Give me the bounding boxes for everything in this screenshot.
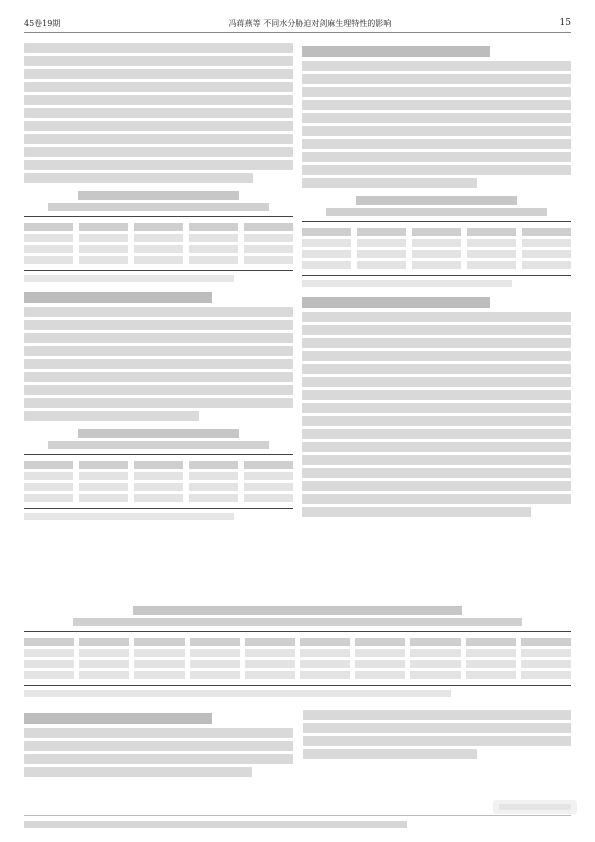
table-caption-en [326, 208, 547, 216]
table-cell [189, 494, 238, 502]
table-cell [24, 671, 74, 679]
table-cell [467, 228, 516, 236]
table-caption [78, 191, 239, 200]
table-cell [79, 234, 128, 242]
text-line [302, 178, 477, 188]
table-cell [466, 671, 516, 679]
table-cell [79, 461, 128, 469]
text-line [24, 411, 199, 421]
table-header-row [302, 228, 571, 236]
watermark-logo [493, 798, 577, 816]
table-cell [244, 461, 293, 469]
text-line [302, 377, 571, 387]
table-cell [79, 223, 128, 231]
table-note [24, 275, 234, 282]
text-line [24, 43, 293, 53]
table-cell [355, 638, 405, 646]
table-row [24, 660, 571, 668]
text-line [24, 333, 293, 343]
table-cell [522, 228, 571, 236]
table-cell [24, 472, 73, 480]
table-cell [244, 494, 293, 502]
table-row [24, 671, 571, 679]
text-line [302, 61, 571, 71]
text-line [24, 69, 293, 79]
table-header-row [24, 638, 571, 646]
table-cell [134, 671, 184, 679]
data-table [24, 216, 293, 271]
table-cell [357, 250, 406, 258]
table-cell [24, 638, 74, 646]
text-line [302, 403, 571, 413]
table-cell [244, 483, 293, 491]
table-cell [24, 256, 73, 264]
text-line [302, 338, 571, 348]
table-cell [300, 671, 350, 679]
table-caption [133, 606, 461, 615]
table-cell [79, 660, 129, 668]
table-cell [357, 261, 406, 269]
table-cell [302, 239, 351, 247]
table-cell [245, 649, 295, 657]
text-line [24, 147, 293, 157]
section-heading [302, 46, 490, 57]
data-table [24, 454, 293, 509]
text-line [303, 749, 478, 759]
text-line [24, 173, 253, 183]
table-cell [24, 223, 73, 231]
table-note [24, 690, 451, 697]
table-row [24, 494, 293, 502]
table-row [24, 472, 293, 480]
table-header-row [24, 223, 293, 231]
table-cell [302, 261, 351, 269]
table-cell [521, 638, 571, 646]
text-line [24, 95, 293, 105]
table-cell [300, 660, 350, 668]
table-block [24, 429, 293, 520]
table-cell [300, 638, 350, 646]
table-cell [134, 660, 184, 668]
table-cell [300, 649, 350, 657]
table-cell [355, 660, 405, 668]
text-line [302, 416, 571, 426]
page-number: 15 [559, 18, 571, 28]
text-line [302, 126, 571, 136]
text-line [302, 364, 571, 374]
table-cell [355, 671, 405, 679]
table-row [24, 245, 293, 253]
text-line [24, 767, 252, 777]
text-line [24, 134, 293, 144]
text-line [302, 390, 571, 400]
table-cell [467, 261, 516, 269]
left-text [24, 707, 293, 780]
text-line [302, 494, 571, 504]
table-cell [412, 239, 461, 247]
table-cell [134, 494, 183, 502]
table-cell [79, 245, 128, 253]
table-cell [355, 649, 405, 657]
text-line [24, 398, 293, 408]
table-cell [410, 649, 460, 657]
table-cell [79, 649, 129, 657]
text-line [24, 372, 293, 382]
table-cell [466, 649, 516, 657]
table-cell [466, 660, 516, 668]
table-cell [134, 638, 184, 646]
table-cell [244, 472, 293, 480]
table-row [302, 261, 571, 269]
table-header-row [24, 461, 293, 469]
table-cell [134, 649, 184, 657]
table-cell [521, 671, 571, 679]
table-cell [134, 245, 183, 253]
table-cell [190, 638, 240, 646]
watermark-bar [499, 804, 571, 810]
text-line [303, 723, 572, 733]
table-cell [24, 234, 73, 242]
header-title: 冯蒋燕等 不同水分胁迫对剑麻生理特性的影响 [228, 18, 392, 28]
text-line [303, 736, 572, 746]
table-cell [357, 239, 406, 247]
text-line [302, 87, 571, 97]
text-line [303, 710, 572, 720]
table-row [302, 250, 571, 258]
table-cell [189, 245, 238, 253]
text-line [24, 385, 293, 395]
text-line [24, 56, 293, 66]
table-cell [522, 239, 571, 247]
text-line [302, 325, 571, 335]
table-cell [134, 223, 183, 231]
table-cell [189, 472, 238, 480]
table-caption [78, 429, 239, 438]
table-cell [245, 660, 295, 668]
table-cell [189, 483, 238, 491]
table-cell [244, 245, 293, 253]
data-table [24, 631, 571, 686]
section-heading [24, 713, 212, 724]
table-cell [79, 671, 129, 679]
table-cell [412, 250, 461, 258]
text-line [24, 121, 293, 131]
data-table [302, 221, 571, 276]
text-line [302, 481, 571, 491]
table-cell [466, 638, 516, 646]
table-cell [189, 256, 238, 264]
text-line [302, 165, 571, 175]
text-line [24, 741, 293, 751]
header-volume: 45卷19期 [24, 18, 61, 28]
table-cell [302, 250, 351, 258]
table-cell [79, 638, 129, 646]
table-cell [190, 671, 240, 679]
table-cell [410, 660, 460, 668]
table-cell [189, 461, 238, 469]
text-line [302, 139, 571, 149]
table-cell [412, 228, 461, 236]
text-line [302, 429, 571, 439]
table-cell [244, 256, 293, 264]
table-cell [412, 261, 461, 269]
right-text [303, 707, 572, 780]
table-note [302, 280, 512, 287]
table-cell [134, 472, 183, 480]
table-cell [245, 671, 295, 679]
table-caption-en [73, 618, 522, 626]
table-cell [521, 649, 571, 657]
table-cell [24, 494, 73, 502]
table-cell [410, 671, 460, 679]
text-line [24, 160, 293, 170]
table-row [24, 256, 293, 264]
table-block-wide [24, 606, 571, 780]
table-cell [189, 223, 238, 231]
table-cell [244, 234, 293, 242]
text-line [302, 312, 571, 322]
footer-copyright [24, 821, 407, 828]
text-line [24, 320, 293, 330]
table-cell [24, 245, 73, 253]
table-cell [24, 461, 73, 469]
text-line [302, 442, 571, 452]
table-row [24, 483, 293, 491]
lower-text [24, 707, 571, 780]
text-line [24, 108, 293, 118]
table-cell [522, 250, 571, 258]
running-header [24, 14, 571, 33]
table-row [24, 649, 571, 657]
text-line [302, 507, 531, 517]
table-cell [410, 638, 460, 646]
table-cell [521, 660, 571, 668]
table-block [24, 191, 293, 282]
text-line [24, 346, 293, 356]
text-line [24, 754, 293, 764]
text-line [24, 82, 293, 92]
table-cell [190, 649, 240, 657]
text-line [302, 351, 571, 361]
text-line [302, 74, 571, 84]
table-cell [24, 649, 74, 657]
text-line [302, 152, 571, 162]
footer [24, 815, 571, 832]
table-cell [79, 483, 128, 491]
table-cell [189, 234, 238, 242]
table-note [24, 513, 234, 520]
text-line [24, 728, 293, 738]
text-line [302, 100, 571, 110]
table-cell [190, 660, 240, 668]
table-cell [134, 461, 183, 469]
table-caption-en [48, 203, 269, 211]
text-line [302, 113, 571, 123]
table-row [302, 239, 571, 247]
table-cell [522, 261, 571, 269]
table-caption-en [48, 441, 269, 449]
table-cell [467, 250, 516, 258]
table-cell [24, 660, 74, 668]
table-caption [356, 196, 517, 205]
table-cell [79, 472, 128, 480]
table-cell [24, 483, 73, 491]
table-cell [134, 256, 183, 264]
table-cell [467, 239, 516, 247]
table-cell [245, 638, 295, 646]
table-cell [357, 228, 406, 236]
text-line [302, 455, 571, 465]
table-cell [79, 256, 128, 264]
table-cell [244, 223, 293, 231]
text-line [302, 468, 571, 478]
section-heading [302, 297, 490, 308]
table-cell [134, 234, 183, 242]
text-line [24, 307, 293, 317]
table-row [24, 234, 293, 242]
section-heading [24, 292, 212, 303]
table-cell [79, 494, 128, 502]
table-cell [134, 483, 183, 491]
table-cell [302, 228, 351, 236]
text-line [24, 359, 293, 369]
table-block [302, 196, 571, 287]
